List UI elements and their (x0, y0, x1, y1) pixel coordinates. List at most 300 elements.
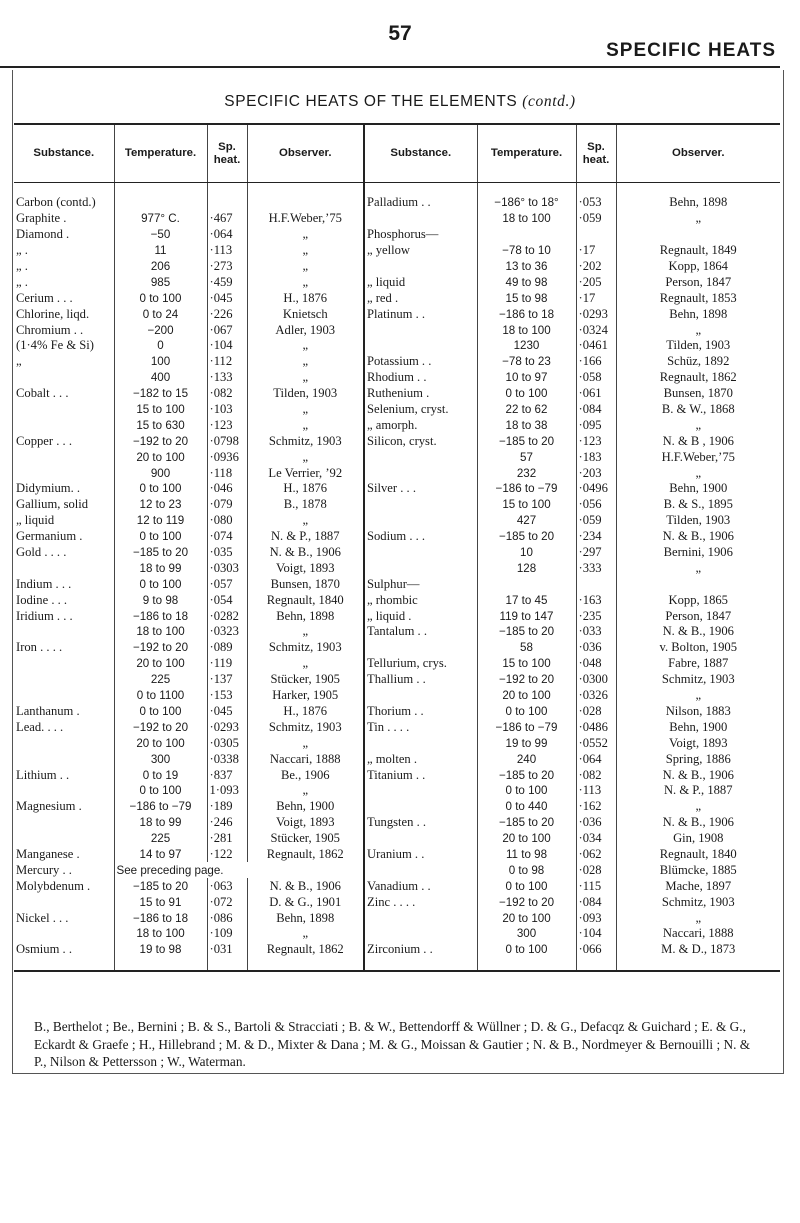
sp-heat-cell: ·0798 (207, 433, 247, 449)
temperature-cell: 977° C. (114, 211, 207, 227)
table-row (14, 306, 780, 322)
observer-cell: Naccari, 1888 (247, 751, 364, 767)
substance-cell-2: Selenium, cryst. (364, 402, 477, 418)
sp-heat-cell-2: ·0486 (576, 719, 616, 735)
substance-cell: Carbon (contd.) (16, 195, 96, 210)
sp-heat-cell-2: ·297 (576, 545, 616, 561)
observer-cell: H., 1876 (247, 481, 364, 497)
substance-cell-2 (364, 322, 477, 338)
table-row (14, 799, 780, 815)
table-row (14, 290, 780, 306)
observer-cell-2: Tilden, 1903 (616, 513, 780, 529)
table-row (14, 576, 780, 592)
observer-cell-2 (616, 576, 780, 592)
substance-cell: „ . (16, 259, 28, 273)
substance-cell-2: Tin . . . . (364, 719, 477, 735)
temperature-cell: 225 (114, 831, 207, 847)
temperature-cell-2: −186° to 18° (477, 195, 576, 211)
temperature-cell-2: −185 to 20 (477, 767, 576, 783)
temperature-cell-2: 18 to 100 (477, 322, 576, 338)
table-row (14, 751, 780, 767)
substance-cell-2: Tellurium, crys. (364, 656, 477, 672)
sp-heat-cell: ·122 (207, 847, 247, 863)
table-row (14, 243, 780, 259)
substance-cell-2: Titanium . . (364, 767, 477, 783)
observer-cell: „ (247, 338, 364, 354)
sp-heat-cell-2: ·203 (576, 465, 616, 481)
temperature-cell-2: 119 to 147 (477, 608, 576, 624)
temperature-cell-2: 49 to 98 (477, 274, 576, 290)
sp-heat-cell: ·082 (207, 386, 247, 402)
temperature-cell: 100 (114, 354, 207, 370)
temperature-cell-2: 58 (477, 640, 576, 656)
substance-cell (14, 465, 114, 481)
observer-cell-2 (616, 227, 780, 243)
temperature-cell: 18 to 100 (114, 926, 207, 942)
observer-cell: Regnault, 1862 (247, 942, 364, 958)
observer-cell: Regnault, 1862 (247, 847, 364, 863)
temperature-cell-2: 15 to 100 (477, 497, 576, 513)
observer-cell-2: Voigt, 1893 (616, 735, 780, 751)
substance-cell-2: „ molten . (364, 751, 477, 767)
table-row (14, 735, 780, 751)
sp-heat-cell-2: ·084 (576, 402, 616, 418)
substance-cell: Diamond . (16, 227, 70, 242)
table-row (14, 417, 780, 433)
sp-heat-cell-2: ·036 (576, 815, 616, 831)
observer-cell-2: Regnault, 1862 (616, 370, 780, 386)
sp-heat-cell: ·226 (207, 306, 247, 322)
sp-heat-cell: ·109 (207, 926, 247, 942)
observer-cell: H., 1876 (247, 704, 364, 720)
substance-cell-2: Phosphorus— (364, 227, 477, 243)
sp-heat-cell: ·153 (207, 688, 247, 704)
table-row (14, 227, 780, 243)
temperature-cell-2: −192 to 20 (477, 894, 576, 910)
substance-cell-2 (364, 926, 477, 942)
sp-heat-cell: ·467 (207, 211, 247, 227)
observer-cell-2: N. & B., 1906 (616, 529, 780, 545)
observer-cell: „ (247, 370, 364, 386)
substance-cell (14, 449, 114, 465)
substance-cell: Didymium. . (16, 481, 81, 496)
table-title-contd: (contd.) (522, 93, 576, 110)
sp-heat-cell-2: ·0324 (576, 322, 616, 338)
table-row (14, 259, 780, 275)
observer-cell-2: Kopp, 1865 (616, 592, 780, 608)
observer-cell: Stücker, 1905 (247, 831, 364, 847)
table-row (14, 672, 780, 688)
sp-heat-cell-2: ·17 (576, 290, 616, 306)
substance-cell (14, 894, 114, 910)
temperature-cell: 225 (114, 672, 207, 688)
temperature-cell-2: 15 to 98 (477, 290, 576, 306)
temperature-cell-2: 0 to 100 (477, 704, 576, 720)
observer-cell-2: Kopp, 1864 (616, 259, 780, 275)
substance-cell-2: „ red . (364, 290, 477, 306)
observer-cell: Stücker, 1905 (247, 672, 364, 688)
observer-cell-2: „ (616, 322, 780, 338)
substance-cell: Gold . . . . (16, 545, 67, 560)
substance-cell (14, 560, 114, 576)
table-row (14, 195, 780, 211)
sp-heat-cell-2: ·062 (576, 847, 616, 863)
observer-cell-2: Bernini, 1906 (616, 545, 780, 561)
temperature-cell-2: 0 to 440 (477, 799, 576, 815)
observer-cell: „ (247, 783, 364, 799)
sp-heat-cell-2: ·0326 (576, 688, 616, 704)
sp-heat-cell: ·246 (207, 815, 247, 831)
sp-heat-cell-2: ·162 (576, 799, 616, 815)
temperature-cell-2: 20 to 100 (477, 910, 576, 926)
temperature-cell: 0 to 100 (114, 481, 207, 497)
temperature-cell-2: −186 to −79 (477, 719, 576, 735)
table-body (14, 183, 780, 971)
temperature-cell-2: −78 to 23 (477, 354, 576, 370)
temperature-cell: 20 to 100 (114, 735, 207, 751)
header-observer-2: Observer. (616, 124, 780, 183)
sp-heat-cell: ·031 (207, 942, 247, 958)
table-row (14, 831, 780, 847)
temperature-cell-2: 20 to 100 (477, 688, 576, 704)
observer-cell: Bunsen, 1870 (247, 576, 364, 592)
table-row (14, 767, 780, 783)
substance-cell: Iodine . . . (16, 592, 68, 607)
sp-heat-cell-2: ·059 (576, 513, 616, 529)
observer-cell-2: Schmitz, 1903 (616, 672, 780, 688)
observer-cell: Behn, 1900 (247, 799, 364, 815)
sp-heat-cell-2: ·066 (576, 942, 616, 958)
substance-cell: Lead. . . . (16, 719, 64, 734)
temperature-cell-2: −186 to −79 (477, 481, 576, 497)
sp-heat-cell-2: ·059 (576, 211, 616, 227)
table-row (14, 560, 780, 576)
sp-heat-cell-2: ·104 (576, 926, 616, 942)
sp-heat-cell: ·035 (207, 545, 247, 561)
observer-cell: Adler, 1903 (247, 322, 364, 338)
running-head: SPECIFIC HEATS (606, 40, 776, 61)
substance-cell-2: „ yellow (364, 243, 477, 259)
observer-cell-2: „ (616, 417, 780, 433)
temperature-cell-2: 232 (477, 465, 576, 481)
substance-cell-2 (364, 799, 477, 815)
table-row (14, 274, 780, 290)
substance-cell: „ . (16, 274, 28, 289)
sp-heat-cell: ·104 (207, 338, 247, 354)
temperature-cell-2: 10 to 97 (477, 370, 576, 386)
table-row (14, 815, 780, 831)
observer-cell: Tilden, 1903 (247, 386, 364, 402)
sp-heat-cell-2: ·17 (576, 243, 616, 259)
sp-heat-cell: ·074 (207, 529, 247, 545)
temperature-cell: 12 to 119 (114, 513, 207, 529)
temperature-cell-2 (477, 576, 576, 592)
temperature-cell: 0 to 1100 (114, 688, 207, 704)
table-row (14, 624, 780, 640)
temperature-cell: 20 to 100 (114, 656, 207, 672)
sp-heat-cell: ·133 (207, 370, 247, 386)
table-row (14, 640, 780, 656)
substance-cell: Mercury . . (16, 862, 72, 877)
substance-cell: Germanium . (16, 529, 83, 544)
sp-heat-cell-2: ·333 (576, 560, 616, 576)
observer-cell: „ (247, 402, 364, 418)
table-row (14, 481, 780, 497)
temperature-cell: 0 to 100 (114, 290, 207, 306)
observer-cell-2: „ (616, 688, 780, 704)
observer-cell: „ (247, 274, 364, 290)
sp-heat-cell: ·118 (207, 465, 247, 481)
temperature-cell: 20 to 100 (114, 449, 207, 465)
table-row (14, 704, 780, 720)
temperature-cell-2: 15 to 100 (477, 656, 576, 672)
table-row (14, 719, 780, 735)
temperature-cell-2: 427 (477, 513, 576, 529)
observer-cell: Behn, 1898 (247, 910, 364, 926)
observer-cell: Behn, 1898 (247, 608, 364, 624)
temperature-cell-2: −185 to 20 (477, 433, 576, 449)
sp-heat-cell-2: ·235 (576, 608, 616, 624)
substance-cell-2 (364, 735, 477, 751)
table-row (14, 942, 780, 958)
temperature-cell-2: 0 to 100 (477, 942, 576, 958)
temperature-cell: −192 to 20 (114, 640, 207, 656)
temperature-cell-2: 19 to 99 (477, 735, 576, 751)
temperature-cell: −185 to 20 (114, 545, 207, 561)
sp-heat-cell-2 (576, 227, 616, 243)
observer-cell: Be., 1906 (247, 767, 364, 783)
observer-cell-2: N. & B., 1906 (616, 767, 780, 783)
substance-cell: Cerium . . . (16, 290, 73, 305)
header-row (14, 124, 780, 183)
temperature-cell-2: 300 (477, 926, 576, 942)
observer-cell-2: Regnault, 1853 (616, 290, 780, 306)
temperature-cell: 0 to 24 (114, 306, 207, 322)
temperature-cell: −50 (114, 227, 207, 243)
substance-cell: (1·4% Fe & Si) (16, 338, 95, 353)
observer-cell-2: N. & P., 1887 (616, 783, 780, 799)
sp-heat-cell-2: ·0552 (576, 735, 616, 751)
sp-heat-cell: ·189 (207, 799, 247, 815)
substance-cell: Chromium . . (16, 322, 84, 337)
table-row (14, 688, 780, 704)
temperature-cell-2: 0 to 98 (477, 862, 576, 878)
table-row (14, 926, 780, 942)
sp-heat-cell: ·0293 (207, 719, 247, 735)
header-temperature: Temperature. (114, 124, 207, 183)
observer-cell: „ (247, 417, 364, 433)
sp-heat-cell-2: ·093 (576, 910, 616, 926)
observer-cell-2: Tilden, 1903 (616, 338, 780, 354)
sp-heat-cell-2: ·205 (576, 274, 616, 290)
observer-cell: Knietsch (247, 306, 364, 322)
temperature-cell-2: 18 to 38 (477, 417, 576, 433)
substance-cell-2 (364, 831, 477, 847)
temperature-cell-2: 240 (477, 751, 576, 767)
substance-cell-2 (364, 640, 477, 656)
observer-cell-2: v. Bolton, 1905 (616, 640, 780, 656)
sp-heat-cell-2: ·056 (576, 497, 616, 513)
header-temperature-2: Temperature. (477, 124, 576, 183)
temperature-cell-2: 1230 (477, 338, 576, 354)
table-row (14, 449, 780, 465)
header-substance-2: Substance. (364, 124, 477, 183)
sp-heat-cell-2: ·183 (576, 449, 616, 465)
sp-heat-cell-2: ·084 (576, 894, 616, 910)
sp-heat-cell: ·067 (207, 322, 247, 338)
observer-cell: „ (247, 735, 364, 751)
substance-cell-2 (364, 910, 477, 926)
table-row (14, 894, 780, 910)
table-title-text: SPECIFIC HEATS OF THE ELEMENTS (224, 93, 518, 110)
table-row (14, 608, 780, 624)
temperature-cell-2: 0 to 100 (477, 386, 576, 402)
substance-cell-2 (364, 338, 477, 354)
sp-heat-cell-2: ·0461 (576, 338, 616, 354)
observer-cell-2: „ (616, 910, 780, 926)
sp-heat-cell-2: ·166 (576, 354, 616, 370)
substance-cell: Nickel . . . (16, 910, 69, 925)
table-row (14, 433, 780, 449)
sp-heat-cell: ·103 (207, 402, 247, 418)
substance-cell-2 (364, 545, 477, 561)
substance-cell: Lanthanum . (16, 703, 80, 718)
temperature-cell: 206 (114, 259, 207, 275)
sp-heat-cell: ·123 (207, 417, 247, 433)
substance-cell-2: Vanadium . . (364, 878, 477, 894)
observer-cell-2: N. & B., 1906 (616, 624, 780, 640)
temperature-cell: 19 to 98 (114, 942, 207, 958)
substance-cell: Lithium . . (16, 767, 70, 782)
observer-cell-2: Behn, 1898 (616, 195, 780, 211)
substance-cell-2 (364, 449, 477, 465)
temperature-cell-2 (477, 227, 576, 243)
substance-cell (14, 624, 114, 640)
observer-cell-2: M. & D., 1873 (616, 942, 780, 958)
sp-heat-cell-2: ·058 (576, 370, 616, 386)
observer-cell: „ (247, 259, 364, 275)
observer-cell-2: B. & S., 1895 (616, 497, 780, 513)
sp-heat-cell-2: ·053 (576, 195, 616, 211)
sp-heat-cell-2: ·034 (576, 831, 616, 847)
substance-cell-2: Sodium . . . (364, 529, 477, 545)
sp-heat-cell-2: ·163 (576, 592, 616, 608)
observer-cell: B., 1878 (247, 497, 364, 513)
table-row (14, 370, 780, 386)
observer-cell-2: N. & B , 1906 (616, 433, 780, 449)
table-row (14, 354, 780, 370)
sp-heat-cell-2: ·082 (576, 767, 616, 783)
sp-heat-cell-2: ·0300 (576, 672, 616, 688)
temperature-cell-2: 10 (477, 545, 576, 561)
observer-cell-2: Behn, 1900 (616, 719, 780, 735)
table-row (14, 783, 780, 799)
header-sp-heat-2: Sp. heat. (576, 124, 616, 183)
sp-heat-cell-2: ·115 (576, 878, 616, 894)
table-row (14, 878, 780, 894)
temperature-cell-2: −192 to 20 (477, 672, 576, 688)
sp-heat-cell: ·281 (207, 831, 247, 847)
temperature-cell: 14 to 97 (114, 847, 207, 863)
observer-cell-2: „ (616, 211, 780, 227)
table-row (14, 322, 780, 338)
temperature-cell: 11 (114, 243, 207, 259)
substance-cell-2: Silver . . . (364, 481, 477, 497)
observer-cell-2: „ (616, 465, 780, 481)
observer-cell: „ (247, 354, 364, 370)
sp-heat-cell: ·089 (207, 640, 247, 656)
substance-cell-2 (364, 688, 477, 704)
substance-cell (14, 831, 114, 847)
sp-heat-cell: ·080 (207, 513, 247, 529)
page-number: 57 (388, 22, 412, 45)
table-row (14, 338, 780, 354)
substance-cell (14, 735, 114, 751)
header-observer: Observer. (247, 124, 364, 183)
temperature-cell: 0 (114, 338, 207, 354)
observer-cell: Harker, 1905 (247, 688, 364, 704)
substance-cell (14, 815, 114, 831)
temperature-cell: 0 to 100 (114, 576, 207, 592)
table-row (14, 592, 780, 608)
observer-cell-2: Behn, 1898 (616, 306, 780, 322)
temperature-cell: −186 to 18 (114, 910, 207, 926)
observer-cell: „ (247, 227, 364, 243)
temperature-cell-2: 18 to 100 (477, 211, 576, 227)
substance-cell: „ . (16, 243, 28, 258)
sp-heat-cell: 1·093 (207, 783, 247, 799)
observer-cell-2: B. & W., 1868 (616, 402, 780, 418)
observer-cell: „ (247, 624, 364, 640)
substance-cell-2: Zirconium . . (364, 942, 477, 958)
temperature-cell: −182 to 15 (114, 386, 207, 402)
sp-heat-cell-2: ·0496 (576, 481, 616, 497)
substance-cell-2: Thorium . . (364, 704, 477, 720)
observer-cell: „ (247, 926, 364, 942)
substance-cell (14, 656, 114, 672)
substance-cell-2: Rhodium . . (364, 370, 477, 386)
observer-cell-2: Person, 1847 (616, 274, 780, 290)
spacer-row (14, 183, 780, 196)
temperature-cell: 15 to 91 (114, 894, 207, 910)
temperature-cell: 18 to 99 (114, 560, 207, 576)
substance-cell-2: Silicon, cryst. (364, 433, 477, 449)
temperature-cell-2: −185 to 20 (477, 815, 576, 831)
substance-cell (14, 672, 114, 688)
substance-cell (14, 783, 114, 799)
sp-heat-cell-2: ·234 (576, 529, 616, 545)
abbreviations-footnote: B., Berthelot ; Be., Bernini ; B. & S., Bartoli & Stracciati ; B. & W., Bettendorff & Wüllner ; D. & G., Defacqz & Guichard ; E. & G., Eckardt & Graefe ; H., Hillebrand ; M. & D., Mixter & Dana ; M. & G., Moissan & Gautier ; N. & B., Nordmeyer & Bernouilli ; N. & P., Nilson & Pettersson ; W., Waterman. (34, 1019, 751, 1069)
table-row (14, 910, 780, 926)
sp-heat-cell: ·113 (207, 243, 247, 259)
temperature-cell: 9 to 98 (114, 592, 207, 608)
sp-heat-cell-2: ·113 (576, 783, 616, 799)
sp-heat-cell: ·119 (207, 656, 247, 672)
observer-cell: Schmitz, 1903 (247, 433, 364, 449)
table-row (14, 497, 780, 513)
substance-cell: Cobalt . . . (16, 386, 69, 401)
sp-heat-cell: ·054 (207, 592, 247, 608)
substance-cell-2: Palladium . . (364, 195, 477, 211)
table-row (14, 465, 780, 481)
table-row (14, 386, 780, 402)
sp-heat-cell-2: ·033 (576, 624, 616, 640)
substance-cell: Gallium, solid (16, 497, 89, 512)
substance-cell-2 (364, 465, 477, 481)
header-rule (0, 66, 780, 68)
temperature-cell: 0 to 19 (114, 767, 207, 783)
observer-cell-2: „ (616, 799, 780, 815)
